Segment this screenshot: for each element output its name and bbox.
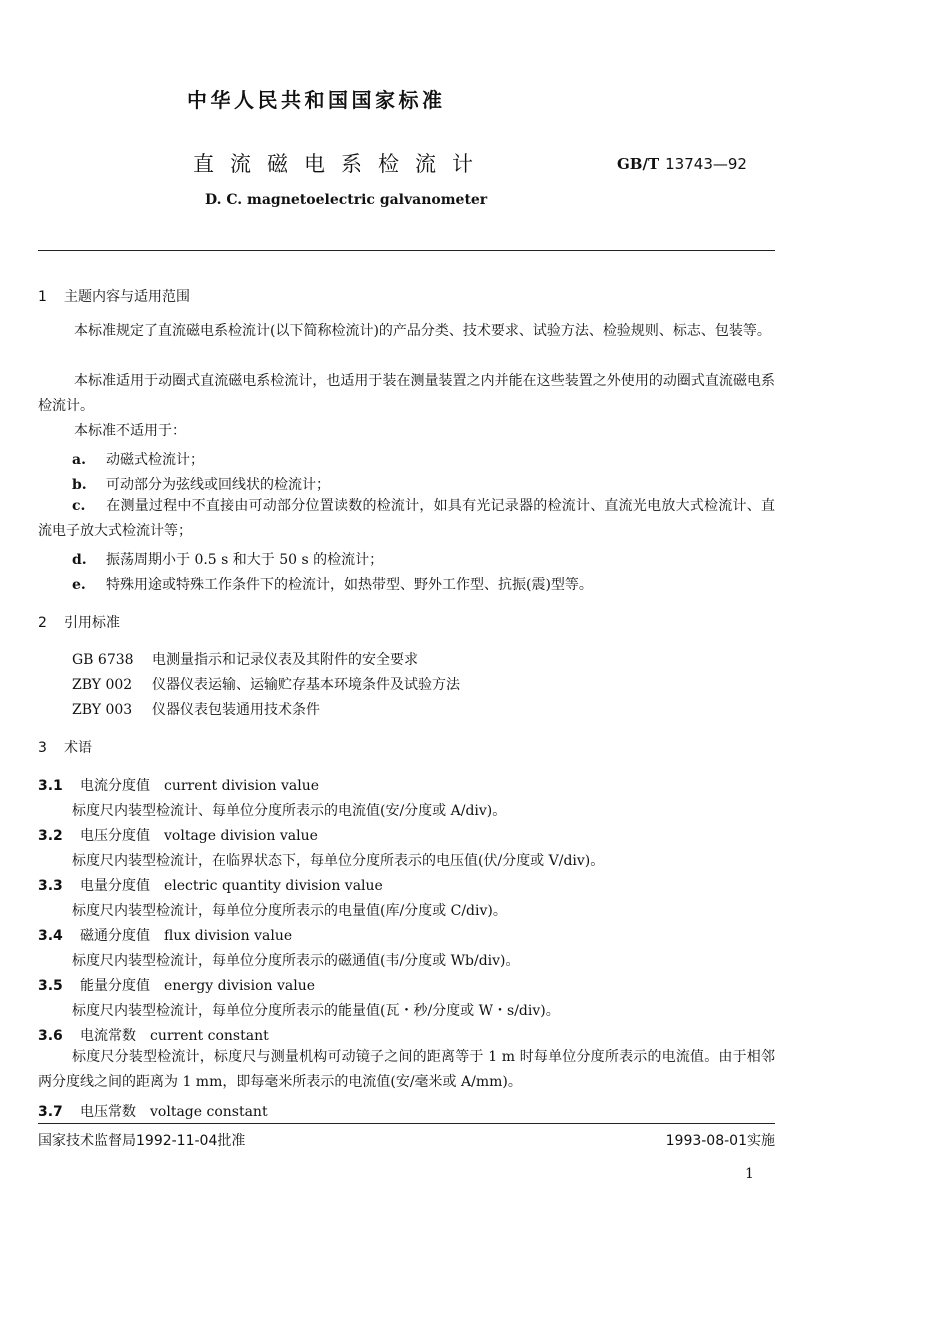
term-en: flux division value	[164, 928, 293, 944]
list-item	[72, 449, 204, 469]
term-number: 3.4	[38, 928, 63, 944]
header-divider	[38, 250, 775, 251]
reference-item	[72, 649, 418, 669]
list-text: 动磁式检流计；	[106, 452, 204, 468]
list-text: 可动部分为弦线或回线状的检流计；	[106, 477, 330, 493]
term-en: voltage constant	[150, 1104, 268, 1120]
term-en: current division value	[164, 778, 320, 794]
effective-date: 1993-08-01实施	[665, 1133, 775, 1149]
reference-title: 电测量指示和记录仪表及其附件的安全要求	[152, 652, 418, 668]
term-definition: 标度尺内装型检流计，每单位分度所表示的磁通值(韦/分度或 Wb/div)。	[72, 953, 520, 969]
standard-code	[617, 155, 747, 173]
list-item	[72, 549, 383, 569]
section-3-heading	[38, 737, 92, 757]
list-text: 振荡周期小于 0.5 s 和大于 50 s 的检流计；	[106, 552, 384, 568]
section-title: 引用标准	[64, 615, 120, 631]
term-heading	[38, 975, 315, 995]
term-heading	[38, 825, 318, 845]
term-cn: 能量分度值	[80, 978, 150, 994]
reference-item	[72, 674, 460, 694]
term-cn: 电压常数	[80, 1104, 136, 1120]
section-2-heading	[38, 612, 120, 632]
list-marker: c.	[72, 498, 86, 514]
term-number: 3.3	[38, 878, 63, 894]
reference-title: 仪器仪表包装通用技术条件	[152, 702, 320, 718]
standard-code-number: 13743—92	[665, 155, 747, 173]
term-en: voltage division value	[164, 828, 318, 844]
term-definition: 标度尺内装型检流计，在临界状态下，每单位分度所表示的电压值(伏/分度或 V/div)。	[72, 853, 605, 869]
paragraph: 本标准适用于动圈式直流磁电系检流计，也适用于装在测量装置之内并能在这些装置之外使用的动圈式直流磁电系检流计。	[38, 373, 775, 414]
reference-code: ZBY 003	[72, 702, 133, 718]
list-marker: e.	[72, 577, 86, 593]
term-cn: 电量分度值	[80, 878, 150, 894]
approval-date: 国家技术监督局1992-11-04批准	[38, 1133, 246, 1149]
term-heading	[38, 775, 319, 795]
term-en: energy division value	[164, 978, 316, 994]
reference-title: 仪器仪表运输、运输贮存基本环境条件及试验方法	[152, 677, 460, 693]
term-en: electric quantity division value	[164, 878, 383, 894]
term-definition: 标度尺内装型检流计，每单位分度所表示的能量值(瓦・秒/分度或 W・s/div)。	[72, 1003, 560, 1019]
term-heading	[38, 925, 292, 945]
reference-item	[72, 699, 320, 719]
section-number: 3	[38, 740, 47, 756]
section-title: 主题内容与适用范围	[64, 289, 190, 305]
term-heading	[38, 875, 383, 895]
page-number: 1	[745, 1166, 754, 1182]
term-cn: 电压分度值	[80, 828, 150, 844]
term-number: 3.6	[38, 1028, 63, 1044]
term-cn: 电流分度值	[80, 778, 150, 794]
term-heading	[38, 1101, 268, 1121]
term-cn: 电流常数	[80, 1028, 136, 1044]
standard-code-prefix: GB/T	[617, 155, 660, 173]
term-heading	[38, 1025, 269, 1045]
term-number: 3.7	[38, 1104, 63, 1120]
list-item	[38, 494, 775, 544]
paragraph: 本标准不适用于：	[74, 423, 186, 439]
term-cn: 磁通分度值	[80, 928, 150, 944]
term-number: 3.1	[38, 778, 63, 794]
list-marker: b.	[72, 477, 87, 493]
term-number: 3.5	[38, 978, 63, 994]
list-text: 特殊用途或特殊工作条件下的检流计，如热带型、野外工作型、抗振(震)型等。	[106, 577, 593, 593]
term-definition: 标度尺内装型检流计、每单位分度所表示的电流值(安/分度或 A/div)。	[72, 803, 507, 819]
document-title: 直流磁电系检流计	[193, 152, 489, 176]
section-1-heading	[38, 286, 190, 306]
issuing-authority: 中华人民共和国国家标准	[187, 88, 446, 112]
paragraph: 本标准规定了直流磁电系检流计(以下简称检流计)的产品分类、技术要求、试验方法、检验规则、标志、包装等。	[74, 323, 771, 339]
reference-code: GB 6738	[72, 652, 134, 668]
term-number: 3.2	[38, 828, 63, 844]
section-title: 术语	[64, 740, 92, 756]
list-item	[72, 574, 593, 594]
list-marker: d.	[72, 552, 87, 568]
term-definition: 标度尺内装型检流计，每单位分度所表示的电量值(库/分度或 C/div)。	[72, 903, 507, 919]
list-text: 在测量过程中不直接由可动部分位置读数的检流计，如具有光记录器的检流计、直流光电放大式检流计、直流电子放大式检流计等；	[38, 498, 775, 539]
term-en: current constant	[150, 1028, 269, 1044]
section-number: 1	[38, 289, 47, 305]
reference-code: ZBY 002	[72, 677, 133, 693]
list-item	[72, 474, 330, 494]
document-title-en: D. C. magnetoelectric galvanometer	[205, 192, 488, 208]
list-marker: a.	[72, 452, 86, 468]
footer-divider	[38, 1123, 775, 1124]
section-number: 2	[38, 615, 47, 631]
term-definition: 标度尺分装型检流计，标度尺与测量机构可动镜子之间的距离等于 1 m 时每单位分度所表示的电流值。由于相邻两分度线之间的距离为 1 mm，即每毫米所表示的电流值(安/毫米或 A/mm)。	[38, 1049, 775, 1090]
